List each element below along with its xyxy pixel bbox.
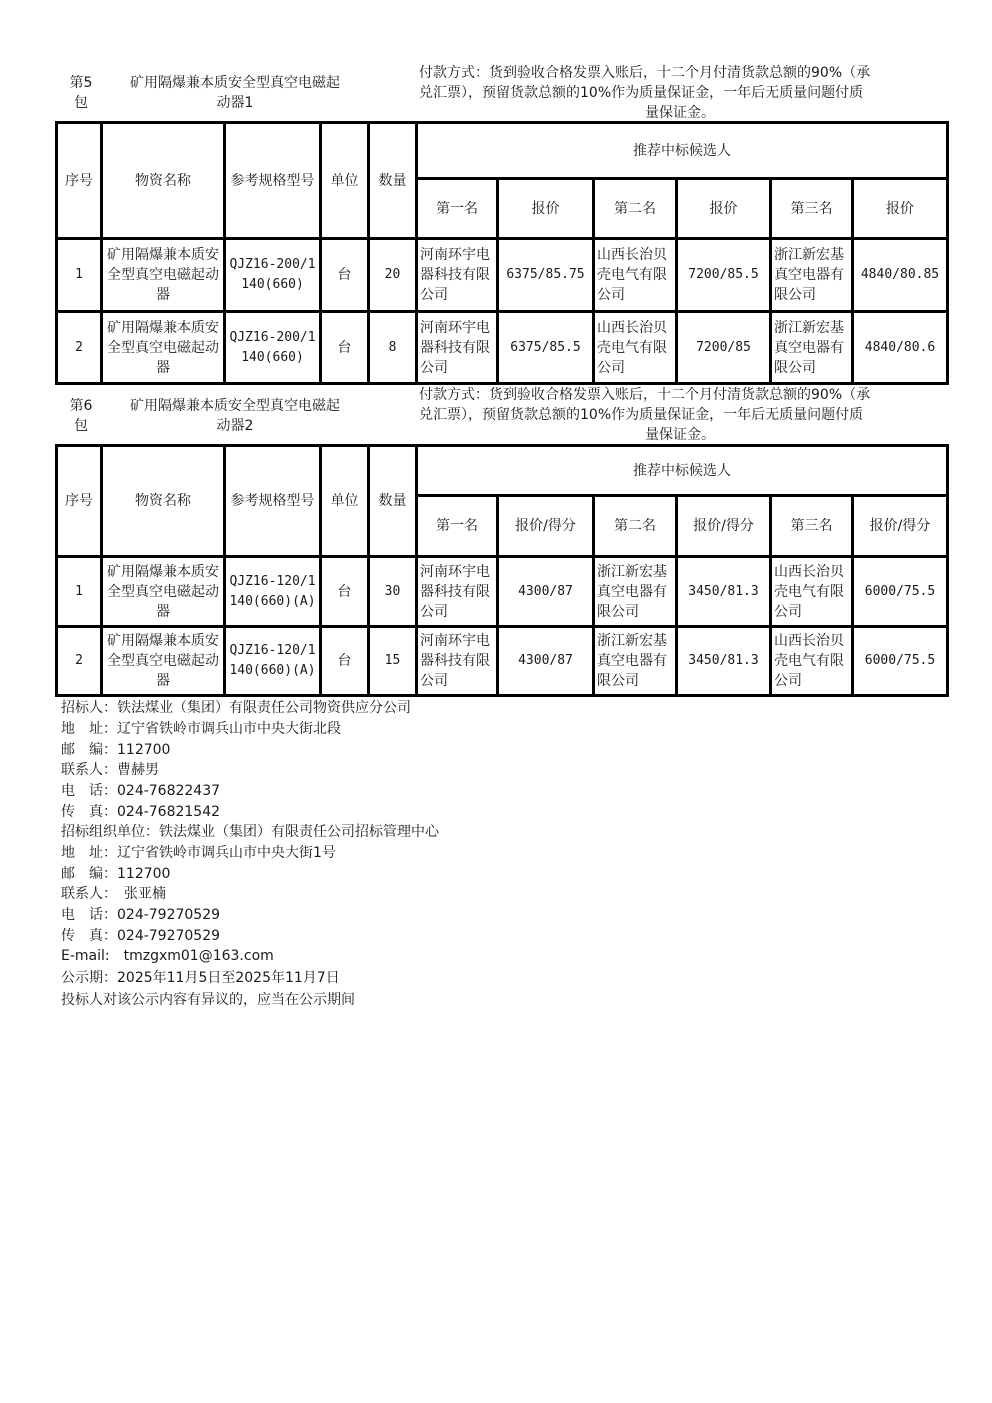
agency-line: 招标组织单位：铁法煤业（集团）有限责任公司招标管理中心 xyxy=(61,824,439,840)
table-header-row xyxy=(57,446,948,496)
cell-seq: 2 xyxy=(57,627,102,696)
cell-first: 河南环宇电器科技有限公司 xyxy=(417,627,498,696)
header-spec: 参考规格型号 xyxy=(225,123,321,239)
header-price3: 报价 xyxy=(853,179,948,239)
cell-name: 矿用隔爆兼本质安全型真空电磁起动器 xyxy=(102,239,225,312)
cell-price2: 7200/85.5 xyxy=(677,239,771,312)
package-number-line: 包 xyxy=(74,418,88,434)
tenderer-line: 招标人：铁法煤业（集团）有限责任公司物资供应分公司 xyxy=(61,700,411,716)
package-title-line: 矿用隔爆兼本质安全型真空电磁起 xyxy=(130,398,340,414)
cell-second xyxy=(594,557,677,627)
package-title-line: 矿用隔爆兼本质安全型真空电磁起 xyxy=(130,75,340,91)
header-third: 第三名 xyxy=(771,179,853,239)
header-unit: 单位 xyxy=(321,123,369,239)
cell-unit: 台 xyxy=(321,627,369,696)
cell-third-text: 浙江新宏基真空电器有限公司 xyxy=(774,247,844,303)
cell-price3: 4840/80.85 xyxy=(853,239,948,312)
cell-second xyxy=(594,627,677,696)
cell-price2: 3450/81.3 xyxy=(677,627,771,696)
cell-third-text: 浙江新宏基真空电器有限公司 xyxy=(774,319,844,376)
cell-seq: 1 xyxy=(57,557,102,627)
cell-qty: 20 xyxy=(369,239,417,312)
header-first: 第一名 xyxy=(417,179,498,239)
cell-first: 河南环宇电器科技有限公司 xyxy=(417,557,498,627)
cell-price1: 4300/87 xyxy=(498,557,594,627)
agency-fax: 传 真：024-79270529 xyxy=(61,928,221,944)
cell-unit: 台 xyxy=(321,312,369,384)
header-qty: 数量 xyxy=(369,446,417,557)
package-title-line: 动器2 xyxy=(216,418,254,434)
cell-spec: QJZ16-200/1140(660) xyxy=(225,312,321,384)
agency-contact: 联系人： 张亚楠 xyxy=(61,886,166,902)
header-price3: 报价/得分 xyxy=(853,496,948,557)
cell-seq: 2 xyxy=(57,312,102,384)
header-candidates: 推荐中标候选人 xyxy=(417,123,948,179)
cell-spec: QJZ16-200/1140(660) xyxy=(225,239,321,312)
cell-price2: 3450/81.3 xyxy=(677,557,771,627)
cell-spec: QJZ16-120/1140(660)(A) xyxy=(225,557,321,627)
package-5-number xyxy=(66,73,96,113)
cell-price3: 6000/75.5 xyxy=(853,627,948,696)
cell-price3: 4840/80.6 xyxy=(853,312,948,384)
package-6-number xyxy=(66,396,96,436)
header-spec: 参考规格型号 xyxy=(225,446,321,557)
header-name: 物资名称 xyxy=(102,123,225,239)
cell-qty: 30 xyxy=(369,557,417,627)
cell-third: 山西长治贝壳电气有限公司 xyxy=(771,557,853,627)
agency-postcode: 邮 编：112700 xyxy=(61,866,171,882)
header-unit: 单位 xyxy=(321,446,369,557)
header-price2: 报价 xyxy=(677,179,771,239)
cell-qty: 15 xyxy=(369,627,417,696)
payment-line: 量保证金。 xyxy=(645,105,715,121)
header-price1: 报价 xyxy=(498,179,594,239)
cell-third xyxy=(771,239,853,312)
cell-third: 山西长治贝壳电气有限公司 xyxy=(771,627,853,696)
agency-phone: 电 话：024-79270529 xyxy=(61,907,221,923)
package-6-payment-terms xyxy=(419,385,941,445)
publicity-period: 公示期：2025年11月5日至2025年11月7日 xyxy=(61,970,340,986)
payment-line: 兑汇票），预留货款总额的10%作为质量保证金，一年后无质量问题付质 xyxy=(419,85,864,101)
cell-unit: 台 xyxy=(321,239,369,312)
header-name: 物资名称 xyxy=(102,446,225,557)
header-seq: 序号 xyxy=(57,123,102,239)
cell-name: 矿用隔爆兼本质安全型真空电磁起动器 xyxy=(102,312,225,384)
cell-spec: QJZ16-120/1140(660)(A) xyxy=(225,627,321,696)
cell-price3: 6000/75.5 xyxy=(853,557,948,627)
package-number-line: 第6 xyxy=(69,398,93,414)
package-number-line: 第5 xyxy=(69,75,93,91)
header-price2: 报价/得分 xyxy=(677,496,771,557)
package-5-payment-terms xyxy=(419,63,941,123)
header-second: 第二名 xyxy=(594,496,677,557)
header-qty: 数量 xyxy=(369,123,417,239)
cell-price2: 7200/85 xyxy=(677,312,771,384)
cell-name: 矿用隔爆兼本质安全型真空电磁起动器 xyxy=(102,627,225,696)
cell-second-text: 浙江新宏基真空电器有限公司 xyxy=(597,563,667,620)
table-row xyxy=(57,239,948,312)
agency-address: 地 址：辽宁省铁岭市调兵山市中央大街1号 xyxy=(61,845,336,861)
cell-first: 河南环宇电器科技有限公司 xyxy=(417,312,498,384)
tenderer-contact: 联系人：曹赫男 xyxy=(61,762,159,778)
cell-third xyxy=(771,312,853,384)
payment-line: 兑汇票），预留货款总额的10%作为质量保证金，一年后无质量问题付质 xyxy=(419,407,864,423)
header-candidates: 推荐中标候选人 xyxy=(417,446,948,496)
cell-first: 河南环宇电器科技有限公司 xyxy=(417,239,498,312)
header-seq: 序号 xyxy=(57,446,102,557)
payment-line: 付款方式：货到验收合格发票入账后，十二个月付清货款总额的90%（承 xyxy=(419,387,871,403)
cell-seq: 1 xyxy=(57,239,102,312)
payment-line: 量保证金。 xyxy=(645,427,715,443)
package-number-line: 包 xyxy=(74,95,88,111)
package-5-table xyxy=(55,121,949,385)
header-price1: 报价/得分 xyxy=(498,496,594,557)
tenderer-postcode: 邮 编：112700 xyxy=(61,742,171,758)
cell-second-text: 浙江新宏基真空电器有限公司 xyxy=(597,633,667,689)
cell-name: 矿用隔爆兼本质安全型真空电磁起动器 xyxy=(102,557,225,627)
package-6-title xyxy=(100,396,370,436)
agency-email: E-mail: tmzgxm01@163.com xyxy=(61,948,274,964)
header-third: 第三名 xyxy=(771,496,853,557)
tenderer-address: 地 址：辽宁省铁岭市调兵山市中央大街北段 xyxy=(61,721,341,737)
package-6-table xyxy=(55,444,949,697)
cell-qty: 8 xyxy=(369,312,417,384)
tenderer-fax: 传 真：024-76821542 xyxy=(61,804,221,820)
table-header-row xyxy=(57,123,948,179)
payment-line: 付款方式：货到验收合格发票入账后，十二个月付清货款总额的90%（承 xyxy=(419,65,871,81)
cell-price1: 4300/87 xyxy=(498,627,594,696)
header-first: 第一名 xyxy=(417,496,498,557)
package-title-line: 动器1 xyxy=(216,95,254,111)
table-row xyxy=(57,627,948,696)
cell-second: 山西长治贝壳电气有限公司 xyxy=(594,312,677,384)
table-row xyxy=(57,312,948,384)
cell-second: 山西长治贝壳电气有限公司 xyxy=(594,239,677,312)
objection-note: 投标人对该公示内容有异议的，应当在公示期间 xyxy=(61,992,355,1008)
table-row xyxy=(57,557,948,627)
cell-price1: 6375/85.5 xyxy=(498,312,594,384)
header-second: 第二名 xyxy=(594,179,677,239)
package-5-title xyxy=(100,73,370,113)
cell-unit: 台 xyxy=(321,557,369,627)
cell-price1: 6375/85.75 xyxy=(498,239,594,312)
tenderer-phone: 电 话：024-76822437 xyxy=(61,783,221,799)
